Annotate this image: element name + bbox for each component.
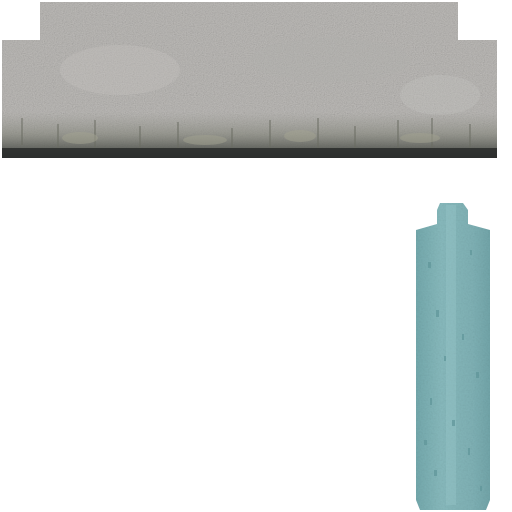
- concrete-wall-piece: [0, 0, 512, 160]
- teal-post-piece: [410, 200, 500, 512]
